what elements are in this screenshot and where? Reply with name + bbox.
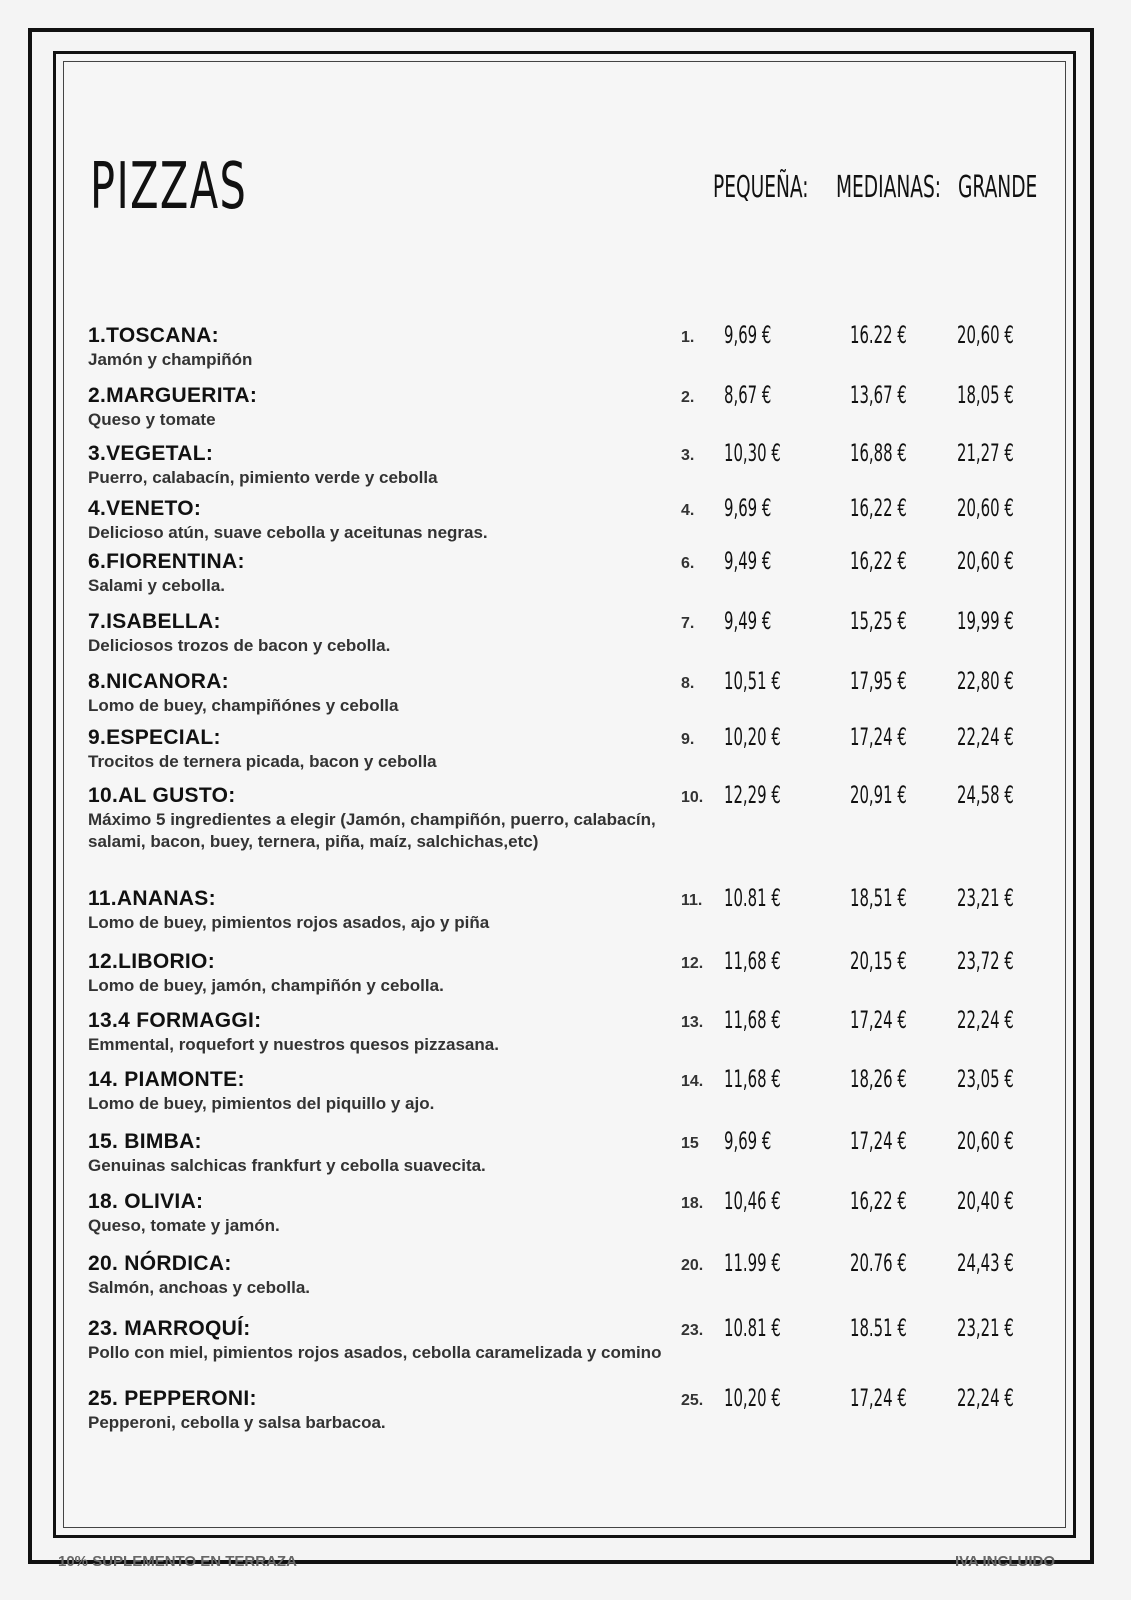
price-large: 23,72 €: [957, 947, 1014, 975]
item-number: 6.: [681, 555, 695, 572]
item-description: Pollo con miel, pimientos rojos asados, cebolla caramelizada y comino: [88, 1343, 662, 1362]
item-name: 6.FIORENTINA:: [88, 550, 245, 573]
price-large: 19,99 €: [957, 607, 1014, 635]
item-name: 9.ESPECIAL:: [88, 726, 221, 749]
item-name: 18. OLIVIA:: [88, 1190, 204, 1213]
price-medium: 16,22 €: [850, 1187, 907, 1215]
price-small: 10.81 €: [724, 1314, 781, 1342]
item-description: Lomo de buey, pimientos del piquillo y ajo.: [88, 1094, 435, 1113]
item-name: 23. MARROQUÍ:: [88, 1317, 251, 1340]
price-small: 10,20 €: [724, 1384, 781, 1412]
item-description: Lomo de buey, jamón, champiñón y cebolla.: [88, 976, 444, 995]
footer-vat-note: IVA INCLUIDO: [955, 1553, 1055, 1570]
price-medium: 16.22 €: [850, 321, 907, 349]
price-small: 10,51 €: [724, 667, 781, 695]
menu-item: [88, 609, 678, 657]
menu-item: [88, 1316, 678, 1364]
menu-item: [88, 1129, 678, 1177]
menu-item: [88, 323, 678, 371]
price-medium: 17,24 €: [850, 1127, 907, 1155]
item-name: 1.TOSCANA:: [88, 324, 219, 347]
item-name: 12.LIBORIO:: [88, 950, 215, 973]
item-number: 14.: [681, 1073, 704, 1090]
price-large: 20,60 €: [957, 547, 1014, 575]
menu-item: [88, 1386, 678, 1434]
size-header-large: GRANDE: [958, 170, 1038, 205]
item-name: 10.AL GUSTO:: [88, 784, 236, 807]
price-small: 9,49 €: [724, 547, 772, 575]
item-name: 20. NÓRDICA:: [88, 1252, 232, 1275]
item-number: 15: [681, 1135, 699, 1152]
price-medium: 20,91 €: [850, 781, 907, 809]
item-number: 20.: [681, 1257, 704, 1274]
menu-item: [88, 949, 678, 997]
price-large: 20,40 €: [957, 1187, 1014, 1215]
menu-item: [88, 725, 678, 773]
item-number: 3.: [681, 447, 695, 464]
item-description: Emmental, roquefort y nuestros quesos pizzasana.: [88, 1035, 499, 1054]
item-name: 25. PEPPERONI:: [88, 1387, 257, 1410]
menu-item: [88, 1008, 678, 1056]
item-name: 7.ISABELLA:: [88, 610, 221, 633]
item-description: Deliciosos trozos de bacon y cebolla.: [88, 636, 391, 655]
menu-item: [88, 1067, 678, 1115]
item-description: Salami y cebolla.: [88, 576, 226, 595]
menu-item: [88, 669, 678, 717]
price-small: 10,46 €: [724, 1187, 781, 1215]
price-large: 21,27 €: [957, 439, 1014, 467]
price-large: 22,24 €: [957, 1384, 1014, 1412]
price-small: 10.81 €: [724, 884, 781, 912]
menu-item: [88, 783, 678, 853]
price-medium: 13,67 €: [850, 381, 907, 409]
item-name: 2.MARGUERITA:: [88, 384, 258, 407]
item-description: Lomo de buey, pimientos rojos asados, ajo y piña: [88, 913, 490, 932]
price-small: 10,20 €: [724, 723, 781, 751]
menu-item: [88, 383, 678, 431]
page-title: PIZZAS: [90, 150, 248, 224]
price-medium: 17,24 €: [850, 723, 907, 751]
item-name: 3.VEGETAL:: [88, 442, 214, 465]
price-medium: 16,22 €: [850, 547, 907, 575]
item-description: Puerro, calabacín, pimiento verde y cebolla: [88, 468, 438, 487]
price-large: 22,80 €: [957, 667, 1014, 695]
price-small: 9,69 €: [724, 321, 772, 349]
item-description: Delicioso atún, suave cebolla y aceitunas negras.: [88, 523, 488, 542]
price-large: 20,60 €: [957, 321, 1014, 349]
item-number: 10.: [681, 789, 704, 806]
price-large: 22,24 €: [957, 1006, 1014, 1034]
price-medium: 20.76 €: [850, 1249, 907, 1277]
price-small: 10,30 €: [724, 439, 781, 467]
item-name: 8.NICANORA:: [88, 670, 229, 693]
item-description: Genuinas salchicas frankfurt y cebolla suavecita.: [88, 1156, 486, 1175]
item-number: 12.: [681, 955, 704, 972]
price-small: 11,68 €: [724, 947, 781, 975]
item-description: Queso y tomate: [88, 410, 216, 429]
price-large: 24,43 €: [957, 1249, 1014, 1277]
price-medium: 18,26 €: [850, 1065, 907, 1093]
item-description: Jamón y champiñón: [88, 350, 253, 369]
item-number: 2.: [681, 389, 695, 406]
price-small: 9,69 €: [724, 1127, 772, 1155]
item-description: Máximo 5 ingredientes a elegir (Jamón, champiñón, puerro, calabacín, salami, bacon, buey, ternera, piña, maíz, salchichas,etc): [88, 810, 656, 851]
price-small: 9,69 €: [724, 494, 772, 522]
price-medium: 18.51 €: [850, 1314, 907, 1342]
item-number: 23.: [681, 1322, 704, 1339]
price-medium: 17,95 €: [850, 667, 907, 695]
price-large: 23,05 €: [957, 1065, 1014, 1093]
price-medium: 17,24 €: [850, 1384, 907, 1412]
item-description: Lomo de buey, champiñónes y cebolla: [88, 696, 399, 715]
menu-item: [88, 496, 678, 544]
price-small: 11,68 €: [724, 1006, 781, 1034]
item-description: Pepperoni, cebolla y salsa barbacoa.: [88, 1413, 386, 1432]
menu-item: [88, 1251, 678, 1299]
footer-terrace-note: 10% SUPLEMENTO EN TERRAZA: [58, 1553, 297, 1570]
price-large: 18,05 €: [957, 381, 1014, 409]
item-number: 1.: [681, 329, 695, 346]
price-large: 20,60 €: [957, 1127, 1014, 1155]
item-name: 11.ANANAS:: [88, 887, 216, 910]
item-description: Trocitos de ternera picada, bacon y cebolla: [88, 752, 437, 771]
price-medium: 17,24 €: [850, 1006, 907, 1034]
item-name: 13.4 FORMAGGI:: [88, 1009, 262, 1032]
item-number: 18.: [681, 1195, 704, 1212]
item-description: Salmón, anchoas y cebolla.: [88, 1278, 311, 1297]
price-small: 11,68 €: [724, 1065, 781, 1093]
price-small: 11.99 €: [724, 1249, 781, 1277]
price-medium: 20,15 €: [850, 947, 907, 975]
price-large: 20,60 €: [957, 494, 1014, 522]
price-small: 9,49 €: [724, 607, 772, 635]
menu-item: [88, 441, 678, 489]
item-number: 13.: [681, 1014, 704, 1031]
item-number: 8.: [681, 675, 695, 692]
price-small: 8,67 €: [724, 381, 772, 409]
size-header-small: PEQUEÑA:: [713, 170, 809, 205]
price-large: 23,21 €: [957, 1314, 1014, 1342]
item-number: 9.: [681, 731, 695, 748]
item-number: 4.: [681, 502, 695, 519]
price-medium: 16,22 €: [850, 494, 907, 522]
price-large: 24,58 €: [957, 781, 1014, 809]
size-header-medium: MEDIANAS:: [836, 170, 942, 205]
menu-item: [88, 549, 678, 597]
price-medium: 15,25 €: [850, 607, 907, 635]
item-number: 11.: [681, 892, 703, 909]
price-large: 23,21 €: [957, 884, 1014, 912]
price-medium: 16,88 €: [850, 439, 907, 467]
item-number: 7.: [681, 615, 695, 632]
item-name: 4.VENETO:: [88, 497, 202, 520]
item-name: 15. BIMBA:: [88, 1130, 202, 1153]
menu-item: [88, 1189, 678, 1237]
item-name: 14. PIAMONTE:: [88, 1068, 245, 1091]
menu-item: [88, 886, 678, 934]
price-medium: 18,51 €: [850, 884, 907, 912]
price-small: 12,29 €: [724, 781, 781, 809]
item-number: 25.: [681, 1392, 704, 1409]
item-description: Queso, tomate y jamón.: [88, 1216, 280, 1235]
price-large: 22,24 €: [957, 723, 1014, 751]
